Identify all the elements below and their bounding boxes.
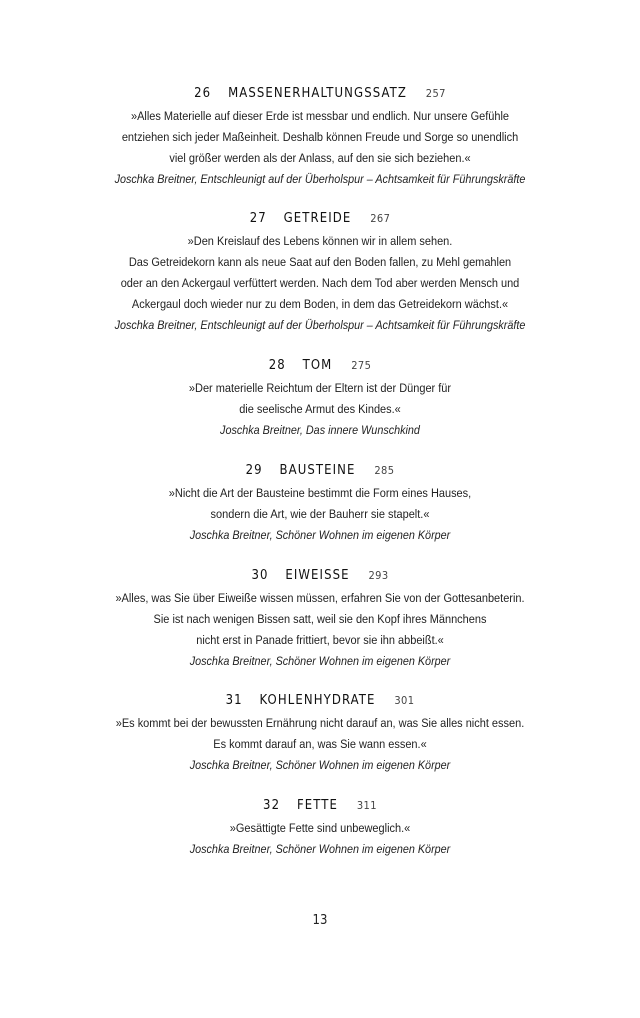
chapter-page-number: 285	[374, 464, 395, 477]
quote-line: »Gesättigte Fette sind unbeweglich.«	[229, 821, 411, 835]
quote-line: Sie ist nach wenigen Bissen satt, weil sie den Kopf ihres Männchens	[153, 612, 487, 626]
epigraph-quote	[32, 713, 608, 755]
quote-source: Joschka Breitner, Entschleunigt auf der Überholspur – Achtsamkeit für Führungskräfte	[114, 172, 526, 186]
chapter-title: FETTE	[296, 798, 339, 813]
chapter-title: KOHLENHYDRATE	[259, 693, 376, 708]
chapter-heading	[0, 691, 640, 711]
quote-line: sondern die Art, wie der Bauherr sie stapelt.«	[210, 507, 430, 521]
chapter-title: EIWEISSE	[285, 568, 350, 583]
chapter-heading	[0, 356, 640, 376]
quote-line: viel größer werden als der Anlass, auf den sie sich beziehen.«	[169, 151, 471, 165]
chapter-title: BAUSTEINE	[279, 463, 356, 478]
quote-line: »Alles, was Sie über Eiweiße wissen müssen, erfahren Sie von der Gottesanbeterin.	[115, 591, 525, 605]
quote-source: Joschka Breitner, Das innere Wunschkind	[220, 423, 420, 437]
chapter-entry	[0, 84, 640, 190]
chapter-number: 27	[249, 211, 267, 226]
quote-line: oder an den Ackergaul verfüttert werden. Nach dem Tod aber werden Mensch und	[120, 276, 520, 290]
chapter-title: TOM	[302, 358, 333, 373]
chapter-number: 30	[251, 568, 269, 583]
chapter-page-number: 275	[351, 359, 372, 372]
chapter-number: 29	[245, 463, 263, 478]
chapter-number: 28	[268, 358, 286, 373]
chapter-entry	[0, 691, 640, 776]
chapter-entry	[0, 356, 640, 441]
quote-source: Joschka Breitner, Schöner Wohnen im eigenen Körper	[189, 842, 451, 856]
chapter-heading	[0, 84, 640, 104]
chapter-entry	[0, 796, 640, 860]
chapter-entry	[0, 209, 640, 336]
quote-line: »Der materielle Reichtum der Eltern ist der Dünger für	[188, 381, 452, 395]
quote-source: Joschka Breitner, Schöner Wohnen im eigenen Körper	[189, 758, 451, 772]
quote-line: Ackergaul doch wieder nur zu dem Boden, in dem das Getreidekorn wächst.«	[131, 297, 509, 311]
quote-line: nicht erst in Panade frittiert, bevor sie ihn abbeißt.«	[196, 633, 444, 647]
epigraph-quote	[32, 588, 608, 651]
chapter-page-number: 311	[356, 799, 377, 812]
quote-line: »Es kommt bei der bewussten Ernährung nicht darauf an, was Sie alles nicht essen.	[115, 716, 525, 730]
chapter-heading	[0, 461, 640, 481]
chapter-number: 32	[263, 798, 281, 813]
chapter-heading	[0, 796, 640, 816]
chapter-page-number: 293	[368, 569, 389, 582]
quote-line: »Alles Materielle auf dieser Erde ist messbar und endlich. Nur unsere Gefühle	[130, 109, 509, 123]
quote-line: entziehen sich jeder Maßeinheit. Deshalb können Freude und Sorge so unendlich	[121, 130, 519, 144]
chapter-heading	[0, 209, 640, 229]
chapter-entry	[0, 566, 640, 672]
quote-source: Joschka Breitner, Entschleunigt auf der Überholspur – Achtsamkeit für Führungskräfte	[114, 318, 526, 332]
quote-line: Das Getreidekorn kann als neue Saat auf den Boden fallen, zu Mehl gemahlen	[128, 255, 512, 269]
chapter-page-number: 301	[394, 694, 415, 707]
chapter-page-number: 267	[370, 212, 391, 225]
page-number: 13	[312, 913, 328, 928]
epigraph-quote	[32, 818, 608, 839]
epigraph-quote	[32, 106, 608, 169]
chapter-number: 26	[194, 86, 212, 101]
chapter-number: 31	[225, 693, 243, 708]
quote-line: Es kommt darauf an, was Sie wann essen.«	[213, 737, 427, 751]
chapter-heading	[0, 566, 640, 586]
chapter-title: GETREIDE	[283, 211, 352, 226]
chapter-page-number: 257	[425, 87, 446, 100]
quote-line: »Den Kreislauf des Lebens können wir in allem sehen.	[187, 234, 453, 248]
chapter-entry	[0, 461, 640, 546]
chapter-title: MASSENERHALTUNGSSATZ	[228, 86, 407, 101]
quote-line: »Nicht die Art der Bausteine bestimmt die Form eines Hauses,	[168, 486, 472, 500]
epigraph-quote	[32, 378, 608, 420]
quote-source: Joschka Breitner, Schöner Wohnen im eigenen Körper	[189, 654, 451, 668]
quote-line: die seelische Armut des Kindes.«	[239, 402, 401, 416]
quote-source: Joschka Breitner, Schöner Wohnen im eigenen Körper	[189, 528, 451, 542]
epigraph-quote	[32, 231, 608, 315]
epigraph-quote	[32, 483, 608, 525]
